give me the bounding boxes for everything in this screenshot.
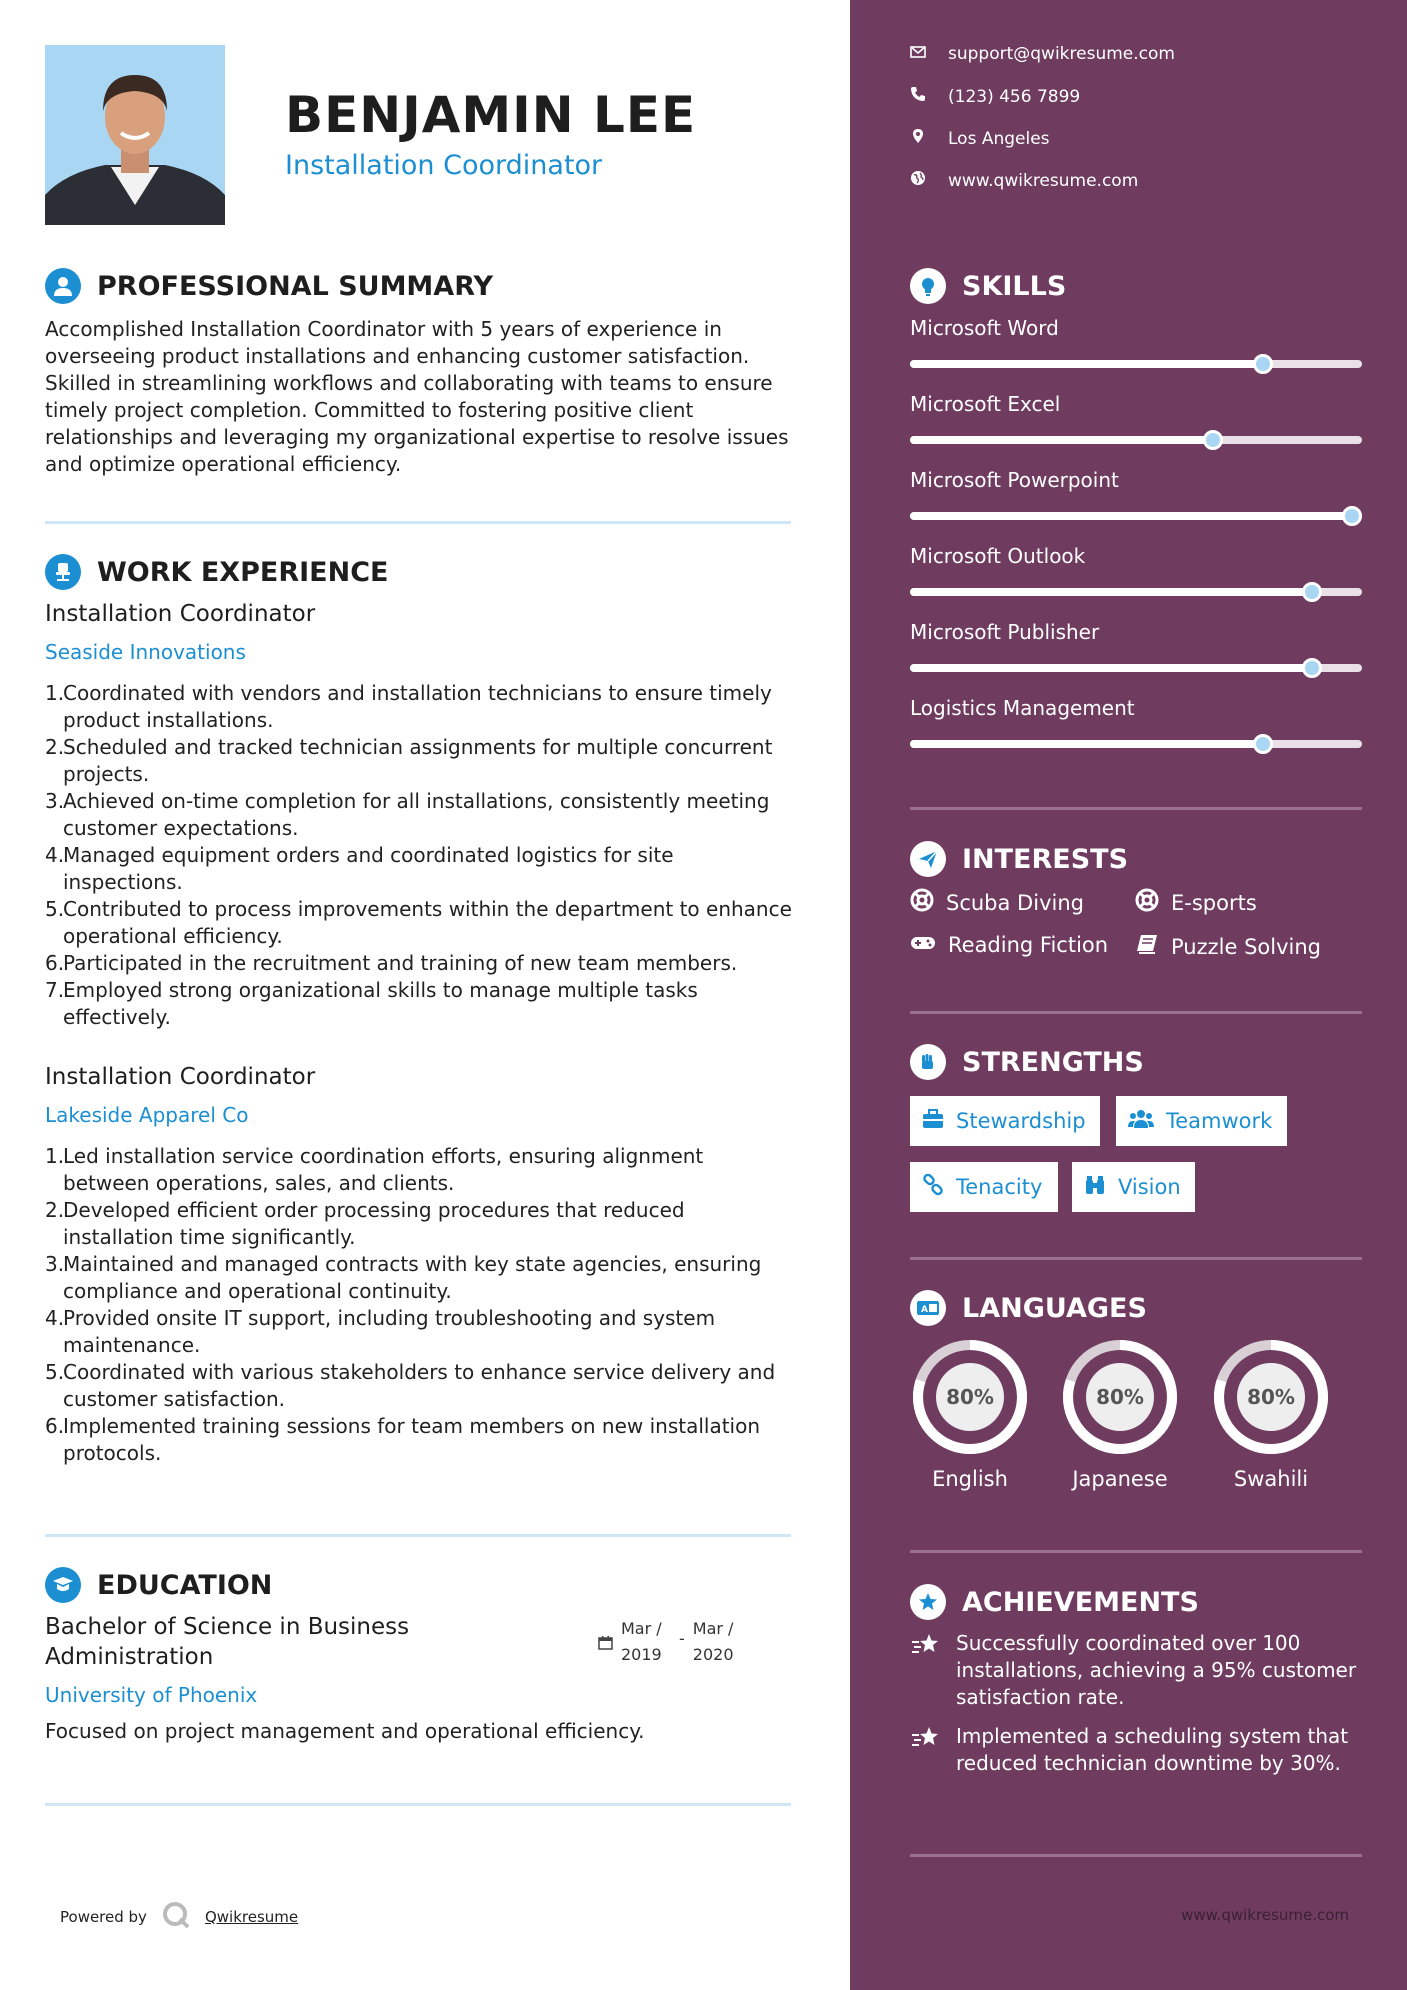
achievement-item xyxy=(910,1630,1362,1711)
briefcase-icon xyxy=(922,1109,944,1134)
language-percent: 80% xyxy=(1247,1385,1295,1409)
strengths-title: STRENGTHS xyxy=(962,1046,1144,1078)
achievement-text: Implemented a scheduling system that reduced technician downtime by 30%. xyxy=(956,1724,1349,1775)
section-divider xyxy=(45,1803,791,1806)
fist-icon xyxy=(910,1044,946,1080)
map-marker-icon xyxy=(910,128,926,149)
education-heading xyxy=(45,1567,272,1603)
footer-website[interactable]: www.qwikresume.com xyxy=(1181,1906,1349,1924)
skill-bar-fill xyxy=(910,740,1263,748)
education-description: Focused on project management and operational efficiency. xyxy=(45,1719,645,1743)
list-item: 2. Developed efficient order processing procedures that reduced installation time significantly. xyxy=(45,1198,685,1249)
skills-heading xyxy=(910,268,1066,304)
lightbulb-icon xyxy=(910,268,946,304)
list-item: 5. Coordinated with various stakeholders to enhance service delivery and customer satisfaction. xyxy=(45,1360,776,1411)
interest-item xyxy=(1135,888,1257,917)
powered-by xyxy=(60,1900,298,1934)
language-percent: 80% xyxy=(946,1385,994,1409)
life-ring-icon xyxy=(910,888,934,917)
star-badge-icon xyxy=(910,1584,946,1620)
section-divider xyxy=(45,1534,791,1537)
strength-chip xyxy=(910,1162,1058,1212)
strength-chip xyxy=(1072,1162,1195,1212)
skill-bar xyxy=(910,588,1362,596)
calendar-icon xyxy=(598,1632,613,1658)
date-separator: - xyxy=(679,1629,685,1648)
interest-label: Scuba Diving xyxy=(946,890,1084,915)
contact-phone[interactable] xyxy=(910,86,1080,107)
list-item: 1. Coordinated with vendors and installation technicians to ensure timely product installations. xyxy=(45,681,772,732)
strength-label: Tenacity xyxy=(956,1175,1043,1199)
skill-bar xyxy=(910,740,1362,748)
globe-icon xyxy=(910,170,926,191)
user-icon xyxy=(45,268,81,304)
life-ring-icon xyxy=(1135,888,1159,917)
skill-label: Microsoft Outlook xyxy=(910,544,1086,568)
job-duties xyxy=(45,1143,795,1467)
job-company: Lakeside Apparel Co xyxy=(45,1103,249,1127)
achievements-title: ACHIEVEMENTS xyxy=(962,1586,1199,1618)
contact-email[interactable] xyxy=(910,44,1175,64)
skills-title: SKILLS xyxy=(962,270,1067,302)
strength-chip xyxy=(1116,1096,1287,1146)
skill-slider-handle xyxy=(1253,354,1273,374)
candidate-role: Installation Coordinator xyxy=(285,150,603,181)
school-name: University of Phoenix xyxy=(45,1683,258,1707)
list-item: 3. Maintained and managed contracts with key state agencies, ensuring compliance and operational continuity. xyxy=(45,1252,762,1303)
summary-text: Accomplished Installation Coordinator with 5 years of experience in overseeing product installations and enhancing customer satisfaction. Skilled in streamlining workflows and collaborating with teams to ensure timely project completion. Committed to fostering positive client relationships and leveraging my organizational expertise to resolve issues and optimize operational efficiency. xyxy=(45,317,789,476)
strengths-heading xyxy=(910,1044,1144,1080)
start-month: Mar / xyxy=(621,1619,662,1638)
skill-bar-fill xyxy=(910,436,1213,444)
list-item: 7. Employed strong organizational skills to manage multiple tasks effectively. xyxy=(45,978,698,1029)
contact-location xyxy=(910,128,1050,149)
list-item: 4. Provided onsite IT support, including troubleshooting and system maintenance. xyxy=(45,1306,716,1357)
skill-label: Microsoft Publisher xyxy=(910,620,1100,644)
svg-text:A: A xyxy=(921,1305,928,1315)
binoculars-icon xyxy=(1084,1174,1106,1201)
graduate-icon xyxy=(45,1567,81,1603)
list-item: 6. Implemented training sessions for team members on new installation protocols. xyxy=(45,1414,761,1465)
skill-bar xyxy=(910,360,1362,368)
language-percent: 80% xyxy=(1096,1385,1144,1409)
contact-location-text: Los Angeles xyxy=(948,128,1050,149)
powered-by-label: Powered by xyxy=(60,1908,147,1926)
list-item: 6. Participated in the recruitment and training of new team members. xyxy=(45,951,738,975)
skill-label: Microsoft Word xyxy=(910,316,1059,340)
achievement-item xyxy=(910,1723,1362,1777)
strength-label: Teamwork xyxy=(1166,1109,1273,1133)
skill-bar-fill xyxy=(910,360,1263,368)
end-month: Mar / xyxy=(692,1619,734,1638)
list-item: 1. Led installation service coordination efforts, ensuring alignment between operations, sales, and clients. xyxy=(45,1144,704,1195)
job-title: Installation Coordinator xyxy=(45,1064,316,1090)
list-item: 5. Contributed to process improvements within the department to enhance operational efficiency. xyxy=(45,897,792,948)
strength-chip xyxy=(910,1096,1100,1146)
experience-heading xyxy=(45,554,388,590)
achievements-heading xyxy=(910,1584,1199,1620)
language-name: Swahili xyxy=(1233,1467,1309,1491)
contact-email-text: support@qwikresume.com xyxy=(948,44,1175,64)
users-icon xyxy=(1128,1109,1154,1134)
interests-heading xyxy=(910,841,1128,877)
contact-phone-text: (123) 456 7899 xyxy=(948,86,1081,107)
degree-line-1: Bachelor of Science in Business xyxy=(45,1614,410,1640)
link-icon xyxy=(922,1174,944,1201)
skill-bar xyxy=(910,436,1362,444)
skill-slider-handle xyxy=(1342,506,1362,526)
section-divider xyxy=(910,1854,1362,1857)
phone-icon xyxy=(910,86,926,107)
degree-line-2: Administration xyxy=(45,1644,214,1670)
skill-bar-fill xyxy=(910,588,1312,596)
interest-label: Puzzle Solving xyxy=(1171,934,1321,959)
shooting-star-icon xyxy=(910,1725,942,1777)
languages-title: LANGUAGES xyxy=(962,1292,1147,1324)
job-duties xyxy=(45,680,795,1031)
profile-photo xyxy=(45,45,225,225)
skill-slider-handle xyxy=(1203,430,1223,450)
section-divider xyxy=(910,1011,1362,1014)
start-year: 2019 xyxy=(621,1645,662,1664)
language-icon xyxy=(910,1290,946,1326)
end-year: 2020 xyxy=(692,1645,734,1664)
language-item xyxy=(1209,1335,1333,1491)
language-name: Japanese xyxy=(1072,1467,1168,1491)
strength-label: Vision xyxy=(1118,1175,1181,1199)
interest-item xyxy=(910,933,1108,957)
skill-label: Microsoft Powerpoint xyxy=(910,468,1119,492)
summary-heading xyxy=(45,268,493,304)
list-item: 4. Managed equipment orders and coordinated logistics for site inspections. xyxy=(45,843,674,894)
skill-slider-handle xyxy=(1253,734,1273,754)
interest-item xyxy=(1135,933,1321,960)
skill-bar xyxy=(910,512,1362,520)
section-divider xyxy=(45,521,791,524)
paper-plane-icon xyxy=(910,841,946,877)
list-item: 2. Scheduled and tracked technician assignments for multiple concurrent projects. xyxy=(45,735,773,786)
strength-label: Stewardship xyxy=(956,1109,1086,1133)
language-item xyxy=(908,1335,1032,1491)
interest-label: E-sports xyxy=(1171,890,1257,915)
skill-bar-fill xyxy=(910,664,1312,672)
education-title: EDUCATION xyxy=(97,1569,273,1601)
shooting-star-icon xyxy=(910,1632,942,1711)
section-divider xyxy=(910,1550,1362,1553)
brand-link[interactable]: Qwikresume xyxy=(204,1908,299,1926)
experience-title: WORK EXPERIENCE xyxy=(97,556,389,588)
job-company: Seaside Innovations xyxy=(45,640,246,664)
contact-website-text: www.qwikresume.com xyxy=(948,170,1139,191)
language-ring xyxy=(908,1335,1032,1459)
skill-bar xyxy=(910,664,1362,672)
book-icon xyxy=(1135,933,1159,960)
gamepad-icon xyxy=(910,933,936,957)
achievement-text: Successfully coordinated over 100 installations, achieving a 95% customer satisfaction rate. xyxy=(956,1631,1357,1709)
interest-item xyxy=(910,888,1084,917)
list-item: 3. Achieved on-time completion for all installations, consistently meeting customer expectations. xyxy=(45,789,770,840)
skill-label: Logistics Management xyxy=(910,696,1135,720)
qwikresume-logo-icon xyxy=(161,1900,191,1934)
summary-title: PROFESSIONAL SUMMARY xyxy=(97,270,494,302)
language-name: English xyxy=(932,1467,1008,1491)
languages-heading xyxy=(910,1290,1147,1326)
language-ring xyxy=(1209,1335,1333,1459)
language-ring xyxy=(1058,1335,1182,1459)
skill-label: Microsoft Excel xyxy=(910,392,1061,416)
office-chair-icon xyxy=(45,554,81,590)
education-dates xyxy=(598,1616,734,1668)
interest-label: Reading Fiction xyxy=(948,933,1109,957)
section-divider xyxy=(910,1257,1362,1260)
job-title: Installation Coordinator xyxy=(45,601,316,627)
interests-title: INTERESTS xyxy=(962,843,1129,875)
envelope-icon xyxy=(910,44,926,64)
language-item xyxy=(1058,1335,1182,1491)
contact-website[interactable] xyxy=(910,170,1138,191)
skill-bar-fill xyxy=(910,512,1362,520)
section-divider xyxy=(910,807,1362,810)
candidate-name: BENJAMIN LEE xyxy=(285,86,697,144)
